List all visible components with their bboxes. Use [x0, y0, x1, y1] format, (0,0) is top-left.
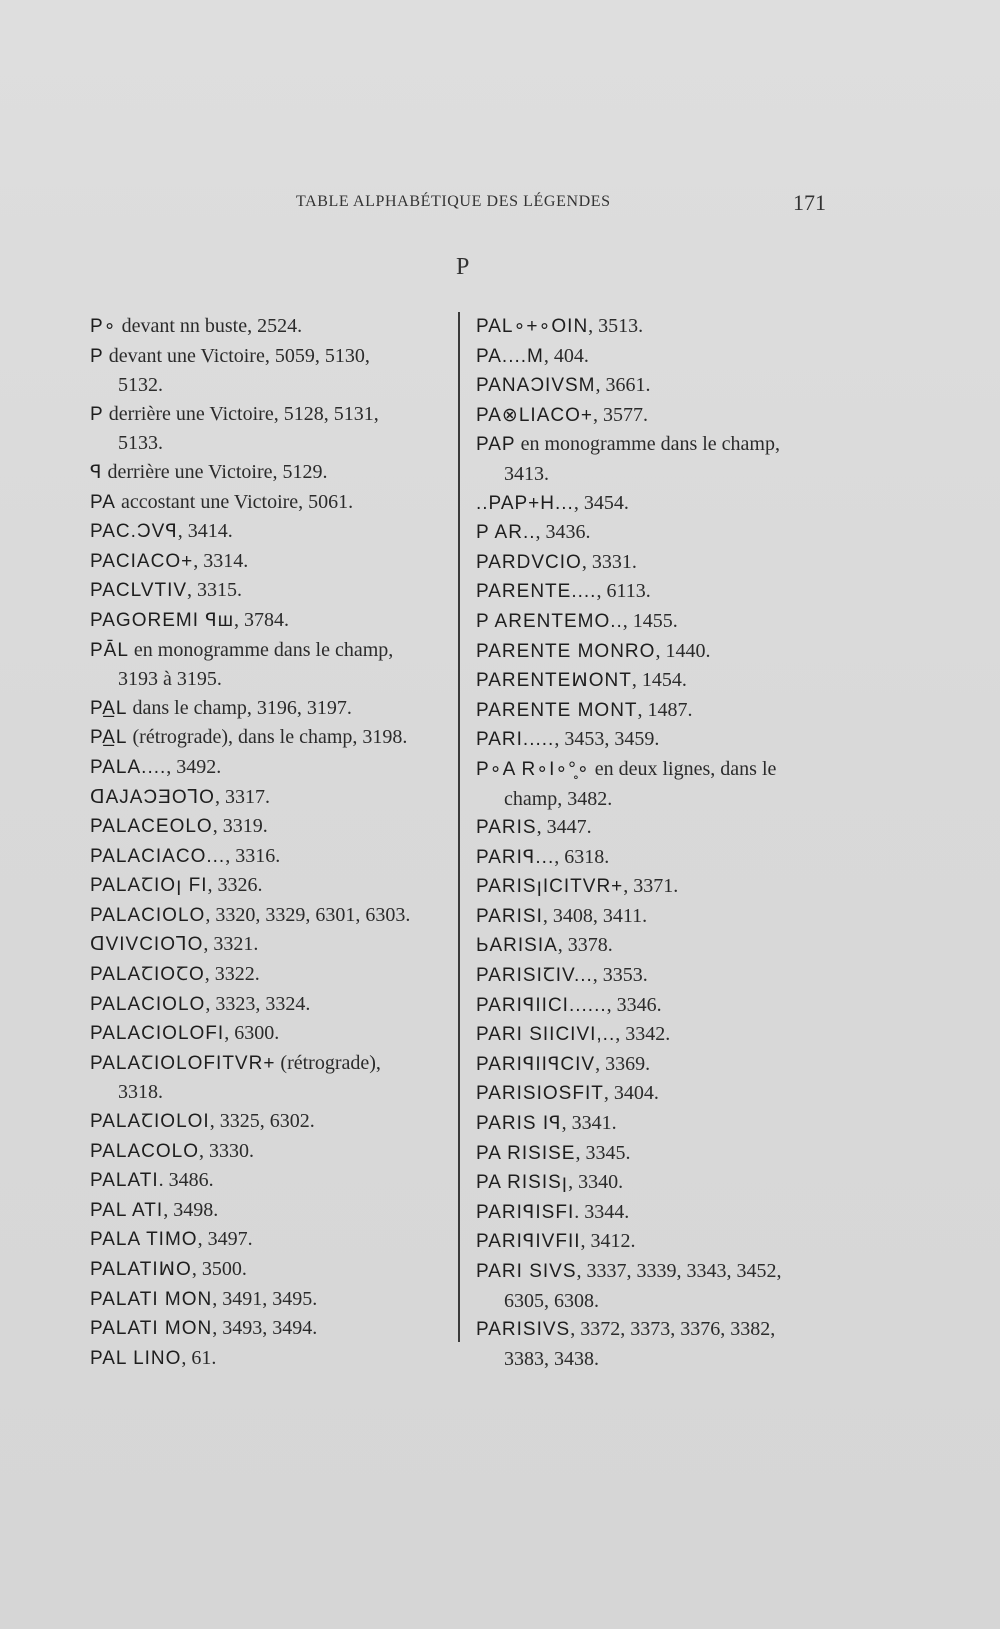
- index-entry: [476, 725, 826, 755]
- entry-legend: PARIꟼIICI......: [476, 994, 607, 1016]
- index-entry: [476, 755, 826, 813]
- index-entry: [90, 1225, 450, 1255]
- entry-references: (rétrograde),: [275, 1051, 381, 1074]
- index-entry: [476, 1079, 826, 1109]
- index-entry: [476, 961, 826, 991]
- entry-references: , 3342.: [615, 1023, 671, 1046]
- entry-continuation: 6305, 6308.: [504, 1289, 599, 1312]
- entry-references: , 1440.: [655, 639, 711, 662]
- entry-legend: PARIꟼIVFII: [476, 1231, 581, 1253]
- entry-legend: PALAꞆIOꞁ FI: [90, 875, 208, 897]
- entry-references: , 3314.: [193, 549, 249, 572]
- entry-references: , 3378.: [557, 934, 613, 957]
- index-entry: [90, 488, 450, 518]
- entry-legend: PA RISISE: [476, 1142, 576, 1164]
- index-entry: [476, 1227, 826, 1257]
- entry-legend: PALACEOLO: [90, 816, 213, 838]
- entry-legend: PALACOLO: [90, 1140, 200, 1162]
- entry-legend: PALACIOLO: [90, 904, 206, 926]
- entry-references: (rétrograde), dans le champ, 3198.: [127, 726, 408, 749]
- index-entry: [476, 548, 826, 578]
- entry-legend: PAC.ƆVꟼ: [90, 521, 178, 543]
- entry-legend: PALA....: [90, 756, 167, 778]
- index-entry: [90, 547, 450, 577]
- entry-references: , 3497.: [197, 1228, 253, 1251]
- running-title: TABLE ALPHABÉTIQUE DES LÉGENDES: [296, 193, 611, 210]
- index-entry: [90, 1285, 450, 1315]
- index-entry: [476, 577, 826, 607]
- index-entry: [476, 902, 826, 932]
- entry-references: , 3325, 6302.: [209, 1110, 315, 1133]
- entry-references: , 3315.: [187, 579, 243, 602]
- entry-legend: PACIACO+: [90, 550, 194, 572]
- entry-references: , 3454.: [573, 491, 629, 514]
- entry-references: , 3346.: [606, 993, 662, 1016]
- entry-references: , 3337, 3339, 3343, 3452,: [576, 1260, 782, 1282]
- entry-references: , 3345.: [575, 1141, 631, 1164]
- index-entry: [90, 1255, 450, 1285]
- entry-references: . 3486.: [158, 1169, 214, 1192]
- index-entry: [90, 1166, 450, 1196]
- entry-legend: PARIS Iꟼ: [476, 1113, 562, 1135]
- section-letter: P: [456, 254, 470, 280]
- entry-legend: PALAꞆIOꞆO: [90, 964, 205, 986]
- index-entry: [476, 666, 826, 696]
- entry-legend: ..PAP+H...: [476, 492, 574, 514]
- entry-legend: PA̲L: [90, 727, 128, 749]
- entry-references: en monogramme dans le champ,: [515, 433, 780, 456]
- entry-legend: PARISIVS: [476, 1319, 571, 1341]
- index-entry: [90, 1314, 450, 1344]
- index-entry: [90, 783, 450, 813]
- index-entry: [476, 312, 826, 342]
- index-entry: [90, 1019, 450, 1049]
- entry-references: , 3319.: [212, 815, 268, 838]
- entry-continuation: 3383, 3438.: [504, 1347, 599, 1370]
- index-entry: [476, 872, 826, 902]
- entry-references: , 6318.: [554, 845, 610, 868]
- entry-legend: P AR..: [476, 522, 536, 544]
- entry-legend: PARI.....: [476, 729, 555, 751]
- index-entry: [90, 930, 450, 960]
- entry-references: , 3661.: [595, 374, 651, 397]
- entry-legend: PA̲L: [90, 697, 128, 719]
- entry-continuation: 3318.: [118, 1081, 163, 1104]
- entry-references: , 3320, 3329, 6301, 6303.: [205, 903, 411, 926]
- entry-legend: PARENTE MONT: [476, 699, 638, 721]
- index-entry: [476, 489, 826, 519]
- entry-references: , 3369.: [595, 1052, 651, 1075]
- entry-references: , 3447.: [536, 816, 592, 839]
- entry-references: devant nn buste, 2524.: [116, 315, 303, 337]
- index-entry: [90, 960, 450, 990]
- entry-legend: PALACIOLO: [90, 993, 206, 1015]
- entry-references: , 3323, 3324.: [205, 992, 311, 1015]
- entry-references: , 3453, 3459.: [554, 728, 660, 751]
- entry-continuation: 3413.: [504, 462, 549, 485]
- entry-references: , 3372, 3373, 3376, 3382,: [570, 1318, 776, 1341]
- index-entry: [90, 636, 450, 694]
- index-entry: [90, 812, 450, 842]
- index-entry: [476, 342, 826, 372]
- entry-references: , 3513.: [588, 315, 644, 337]
- index-entry: [90, 1196, 450, 1226]
- entry-references: derrière une Victoire, 5128, 5131,: [103, 402, 379, 425]
- entry-legend: PA RISISꞁ: [476, 1172, 569, 1194]
- entry-references: , 3330.: [199, 1139, 255, 1162]
- left-column: [90, 312, 450, 1373]
- entry-legend: ꟼ: [90, 461, 103, 483]
- entry-references: dans le champ, 3196, 3197.: [127, 696, 352, 719]
- entry-continuation: 3193 à 3195.: [118, 668, 222, 691]
- entry-references: devant une Victoire, 5059, 5130,: [103, 344, 370, 367]
- index-entry: [476, 696, 826, 726]
- entry-references: , 6113.: [596, 580, 651, 603]
- entry-legend: P∘: [90, 316, 117, 337]
- entry-references: , 3317.: [214, 785, 270, 808]
- index-entry: [90, 990, 450, 1020]
- entry-legend: PACLVTIV: [90, 580, 188, 602]
- entry-legend: PA: [90, 491, 116, 513]
- entry-references: , 3371.: [623, 875, 679, 898]
- index-entry: [90, 312, 450, 342]
- entry-continuation: 5133.: [118, 432, 163, 455]
- entry-legend: PARISꞁICITVR+: [476, 876, 624, 898]
- entry-legend: PALAꞆIOLOFITVR+: [90, 1052, 276, 1074]
- index-entry: [476, 637, 826, 667]
- entry-legend: PARISI: [476, 905, 543, 927]
- entry-references: , 3322.: [204, 963, 260, 986]
- entry-references: accostant une Victoire, 5061.: [115, 490, 354, 513]
- entry-references: , 3414.: [177, 520, 233, 543]
- index-entry: [476, 371, 826, 401]
- index-entry: [90, 871, 450, 901]
- index-entry: [476, 1139, 826, 1169]
- index-entry: [476, 1050, 826, 1080]
- entry-legend: PAL LINO: [90, 1347, 182, 1369]
- entry-legend: PARISIOSFIT: [476, 1083, 604, 1105]
- entry-legend: PARENTE MONRO: [476, 640, 656, 662]
- index-entry: [476, 430, 826, 488]
- entry-legend: PARDVCIO: [476, 551, 582, 573]
- entry-legend: PARIS: [476, 817, 537, 839]
- entry-legend: PARIꟼIIꟼCIV: [476, 1053, 596, 1075]
- index-entry: [90, 458, 450, 488]
- entry-legend: PA⊗LIACO+: [476, 404, 593, 426]
- entry-references: , 1487.: [637, 698, 693, 721]
- entry-references: , 404.: [543, 344, 589, 367]
- index-entry: [90, 1049, 450, 1107]
- entry-legend: P ARENTEMO..: [476, 610, 623, 632]
- index-entry: [476, 1109, 826, 1139]
- entry-legend: PARIꟼ...: [476, 846, 555, 868]
- entry-references: , 3353.: [592, 964, 648, 987]
- entry-references: , 3492.: [166, 755, 222, 778]
- index-entry: [476, 991, 826, 1021]
- entry-references: . 3344.: [574, 1200, 630, 1223]
- index-entry: [90, 517, 450, 547]
- entry-legend: PARENTE....: [476, 581, 597, 603]
- entry-legend: PAL∘+∘OIN: [476, 316, 589, 337]
- entry-legend: PANAƆIVSM: [476, 375, 596, 397]
- entry-legend: PARI SIICIVI,..: [476, 1024, 616, 1046]
- entry-legend: PALATI MON: [90, 1288, 213, 1310]
- entry-legend: PALACIACO...: [90, 845, 226, 867]
- entry-legend: PAGOREMI ꟼш: [90, 609, 234, 631]
- entry-legend: P: [90, 345, 104, 367]
- entry-references: , 3326.: [207, 874, 263, 897]
- entry-continuation: 5132.: [118, 374, 163, 397]
- entry-references: , 6300.: [224, 1022, 280, 1045]
- entry-legend: ꓷVIVCIOꓶO: [90, 934, 204, 956]
- entry-references: , 3436.: [535, 521, 591, 544]
- index-entry: [476, 843, 826, 873]
- entry-legend: PARENTEꟽONT: [476, 670, 632, 692]
- entry-legend: PAP: [476, 434, 516, 456]
- entry-references: , 3577.: [592, 403, 648, 426]
- entry-legend: ꓷAJAƆƎOꓶO: [90, 786, 215, 808]
- entry-legend: PARI SIVS: [476, 1261, 577, 1282]
- entry-references: , 3491, 3495.: [212, 1287, 318, 1310]
- entry-references: , 3784.: [233, 608, 289, 631]
- entry-legend: P: [90, 403, 104, 425]
- index-entry: [90, 1137, 450, 1167]
- entry-references: , 3331.: [581, 550, 637, 573]
- index-entry: [90, 753, 450, 783]
- entry-references: , 3321.: [203, 933, 259, 956]
- entry-legend: PAL ATI: [90, 1199, 164, 1221]
- entry-legend: PALATI: [90, 1170, 159, 1192]
- index-entry: [90, 606, 450, 636]
- index-entry: [476, 1315, 826, 1373]
- index-entry: [476, 1020, 826, 1050]
- entry-references: derrière une Victoire, 5129.: [102, 460, 328, 483]
- index-entry: [476, 401, 826, 431]
- entry-legend: PALATI MON: [90, 1318, 213, 1340]
- entry-references: en deux lignes, dans le: [589, 757, 777, 780]
- entry-legend: PALA TIMO: [90, 1229, 198, 1251]
- index-entry: [476, 518, 826, 548]
- entry-references: , 3341.: [561, 1112, 617, 1135]
- index-entry: [90, 901, 450, 931]
- index-entry: [476, 931, 826, 961]
- entry-legend: PARIꟼISFI: [476, 1201, 575, 1223]
- entry-references: , 3404.: [603, 1082, 659, 1105]
- index-entry: [476, 1257, 826, 1315]
- index-entry: [476, 813, 826, 843]
- entry-legend: PALATIꟽO: [90, 1259, 192, 1280]
- entry-references: , 3500.: [191, 1258, 247, 1280]
- entry-references: , 3340.: [568, 1171, 624, 1194]
- index-entry: [90, 576, 450, 606]
- entry-references: , 3316.: [225, 844, 281, 867]
- entry-legend: PA....M: [476, 345, 544, 367]
- index-entry: [90, 694, 450, 724]
- index-entry: [90, 342, 450, 400]
- entry-legend: PARISIꞆIV...: [476, 965, 593, 987]
- index-entry: [476, 607, 826, 637]
- column-divider: [458, 312, 460, 1342]
- entry-references: , 61.: [181, 1346, 217, 1369]
- entry-references: , 3412.: [580, 1230, 636, 1253]
- entry-references: , 3493, 3494.: [212, 1317, 318, 1340]
- index-entry: [90, 1344, 450, 1374]
- index-entry: [90, 400, 450, 458]
- entry-legend: PALAꞆIOLOI: [90, 1111, 210, 1133]
- index-entry: [476, 1168, 826, 1198]
- entry-references: , 3408, 3411.: [542, 904, 648, 927]
- entry-legend: P∘A R∘I∘°̥∘: [476, 758, 590, 780]
- entry-references: en monogramme dans le champ,: [128, 638, 394, 661]
- entry-references: , 1455.: [622, 609, 678, 632]
- entry-legend: PALACIOLOFI: [90, 1023, 225, 1045]
- index-entry: [90, 1107, 450, 1137]
- entry-legend: ЬARISIA: [476, 935, 558, 957]
- index-entry: [90, 842, 450, 872]
- entry-legend: PĀL: [90, 639, 129, 661]
- index-entry: [476, 1198, 826, 1228]
- right-column: [476, 312, 826, 1373]
- index-entry: [90, 723, 450, 753]
- entry-continuation: champ, 3482.: [504, 787, 613, 810]
- entry-references: , 1454.: [631, 669, 687, 692]
- entry-references: , 3498.: [163, 1198, 219, 1221]
- page-number: 171: [793, 190, 826, 215]
